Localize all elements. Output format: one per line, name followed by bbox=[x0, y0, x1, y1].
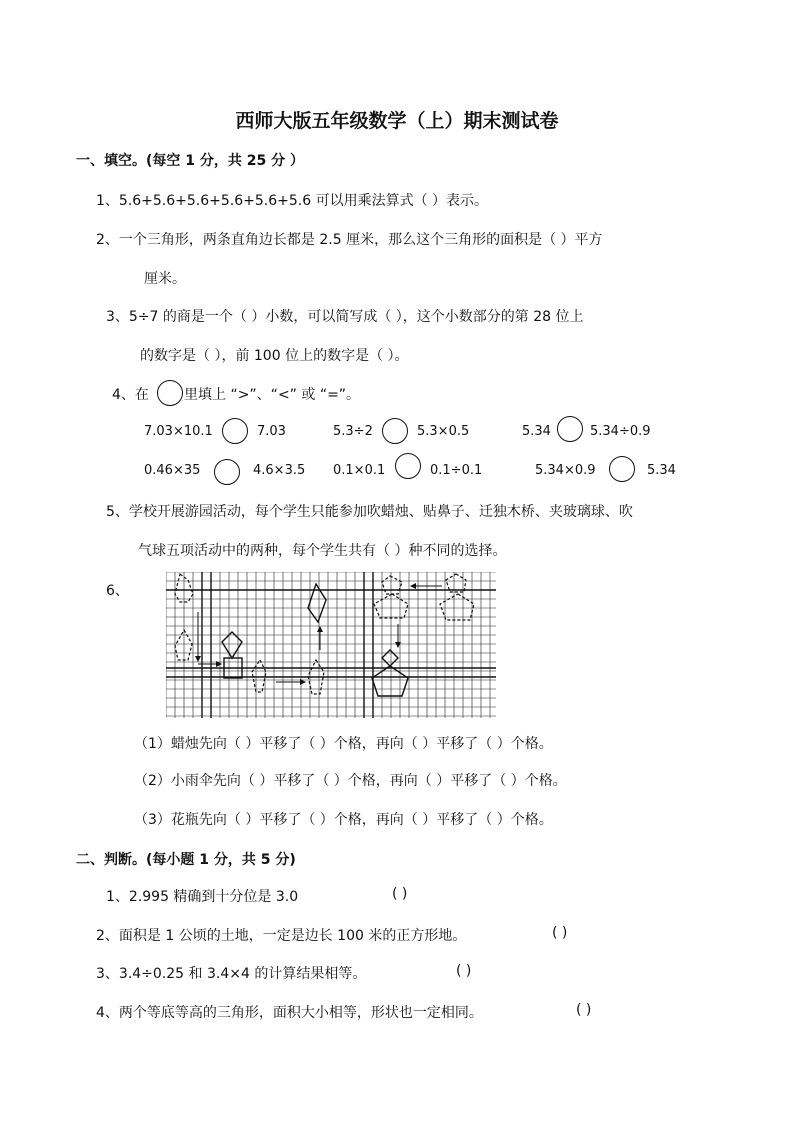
question-3-line2: 的数字是（ ），前 100 位上的数字是（ ）。 bbox=[140, 348, 409, 364]
judge-3-answer[interactable]: ( ) bbox=[456, 963, 472, 979]
compare-expression: 7.03×10.1 bbox=[144, 424, 213, 439]
judge-2-answer[interactable]: ( ) bbox=[552, 925, 568, 941]
compare-expression: 5.34 bbox=[522, 424, 551, 439]
judge-2: 2、面积是 1 公顷的土地，一定是边长 100 米的正方形地。 bbox=[96, 928, 467, 944]
judge-4: 4、两个等底等高的三角形，面积大小相等，形状也一定相同。 bbox=[96, 1005, 483, 1021]
judge-1: 1、2.995 精确到十分位是 3.0 bbox=[106, 889, 299, 905]
compare-expression: 7.03 bbox=[257, 424, 286, 439]
compare-expression: 5.34 bbox=[647, 463, 676, 478]
compare-circle-icon[interactable] bbox=[222, 418, 248, 444]
judge-1-answer[interactable]: ( ) bbox=[392, 886, 408, 902]
section2-heading: 二、判断。(每小题 1 分，共 5 分) bbox=[76, 852, 296, 868]
compare-expression: 0.1×0.1 bbox=[333, 463, 386, 478]
question-3-line1: 3、5÷7 的商是一个（ ）小数，可以简写成（ ），这个小数部分的第 28 位上 bbox=[106, 309, 584, 325]
judge-4-answer[interactable]: ( ) bbox=[576, 1002, 592, 1018]
compare-expression: 5.3÷2 bbox=[333, 424, 373, 439]
page-title: 西师大版五年级数学（上）期末测试卷 bbox=[235, 110, 559, 132]
judge-3: 3、3.4÷0.25 和 3.4×4 的计算结果相等。 bbox=[96, 966, 367, 982]
compare-circle-icon[interactable] bbox=[609, 456, 635, 482]
question-2-line1: 2、一个三角形，两条直角边长都是 2.5 厘米，那么这个三角形的面积是（ ）平方 bbox=[96, 232, 603, 248]
compare-expression: 0.1÷0.1 bbox=[430, 463, 483, 478]
question-6-sub2: （2）小雨伞先向（ ）平移了（ ）个格，再向（ ）平移了（ ）个格。 bbox=[134, 773, 567, 789]
compare-expression: 0.46×35 bbox=[144, 463, 201, 478]
question-6-sub3: （3）花瓶先向（ ）平移了（ ）个格，再向（ ）平移了（ ）个格。 bbox=[134, 812, 553, 828]
translation-grid-figure bbox=[166, 572, 496, 718]
compare-circle-icon[interactable] bbox=[214, 459, 240, 485]
question-6-label: 6、 bbox=[106, 583, 129, 599]
answer-circle-icon bbox=[157, 380, 183, 406]
question-5-line1: 5、学校开展游园活动，每个学生只能参加吹蜡烛、贴鼻子、迁独木桥、夹玻璃球、吹 bbox=[106, 504, 633, 520]
section1-heading: 一、填空。(每空 1 分，共 25 分 ） bbox=[76, 153, 304, 169]
question-4-suffix: 里填上 “>”、“<” 或 “=”。 bbox=[184, 387, 361, 403]
compare-expression: 5.34÷0.9 bbox=[590, 424, 651, 439]
question-5-line2: 气球五项活动中的两种，每个学生共有（ ）种不同的选择。 bbox=[138, 543, 507, 559]
compare-expression: 4.6×3.5 bbox=[253, 463, 306, 478]
compare-circle-icon[interactable] bbox=[382, 418, 408, 444]
question-4-prefix: 4、在 bbox=[112, 387, 149, 403]
question-6-sub1: （1）蜡烛先向（ ）平移了（ ）个格，再向（ ）平移了（ ）个格。 bbox=[134, 736, 553, 752]
compare-expression: 5.34×0.9 bbox=[535, 463, 596, 478]
compare-circle-icon[interactable] bbox=[557, 416, 583, 442]
question-2-line2: 厘米。 bbox=[144, 271, 186, 287]
compare-circle-icon[interactable] bbox=[395, 453, 421, 479]
question-1: 1、5.6+5.6+5.6+5.6+5.6+5.6 可以用乘法算式（ ）表示。 bbox=[96, 193, 489, 209]
compare-expression: 5.3×0.5 bbox=[417, 424, 470, 439]
